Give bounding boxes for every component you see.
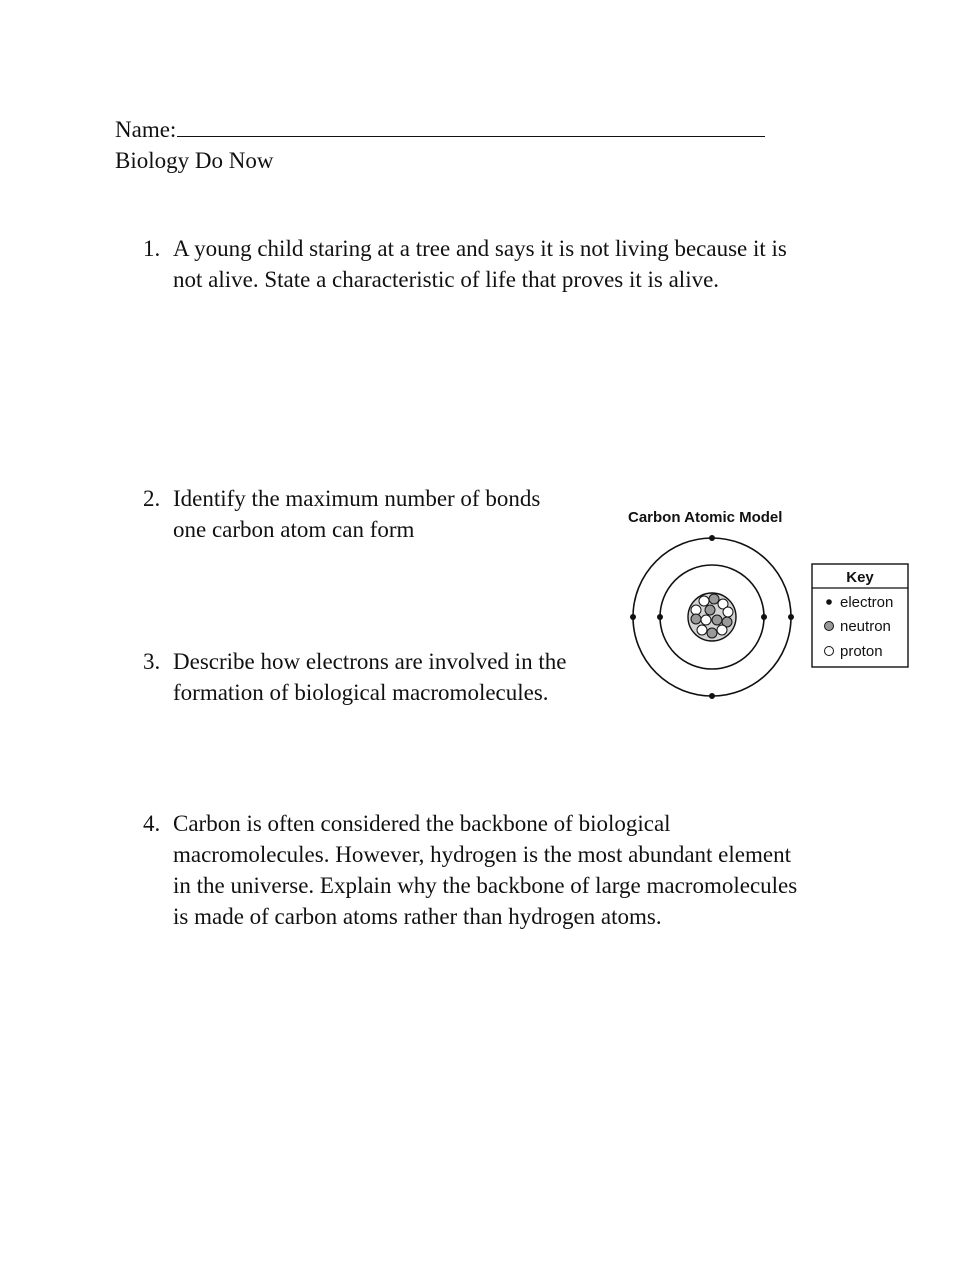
question-text-line: macromolecules. However, hydrogen is the most abundant element bbox=[173, 842, 791, 867]
key-label-electron: electron bbox=[840, 594, 894, 611]
name-blank[interactable] bbox=[177, 116, 765, 137]
electron-dot bbox=[657, 614, 663, 620]
question-text-line: in the universe. Explain why the backbone of large macromolecules bbox=[173, 873, 798, 898]
proton-circle-icon bbox=[825, 647, 834, 656]
question-text-line: Identify the maximum number of bonds bbox=[173, 486, 541, 511]
key-label-neutron: neutron bbox=[840, 618, 891, 635]
neutron-particle bbox=[712, 615, 722, 625]
question-number: 2. bbox=[143, 486, 161, 511]
neutron-particle bbox=[707, 628, 717, 638]
question-text-line: is made of carbon atoms rather than hydrogen atoms. bbox=[173, 904, 662, 929]
question-number: 3. bbox=[143, 649, 161, 674]
question-text-line: formation of biological macromolecules. bbox=[173, 680, 549, 705]
question-text-line: Describe how electrons are involved in the bbox=[173, 649, 567, 674]
neutron-particle bbox=[691, 614, 701, 624]
question-text-line: A young child staring at a tree and says it is not living because it is bbox=[173, 236, 787, 261]
question-number: 1. bbox=[143, 236, 161, 261]
question-text-line: Carbon is often considered the backbone of biological bbox=[173, 811, 671, 836]
proton-particle bbox=[701, 615, 711, 625]
question-text-line: not alive. State a characteristic of life that proves it is alive. bbox=[173, 267, 720, 292]
neutron-circle-icon bbox=[825, 622, 834, 631]
electron-dot bbox=[761, 614, 767, 620]
electron-dot bbox=[788, 614, 794, 620]
electron-dot bbox=[630, 614, 636, 620]
carbon-atomic-model-figure bbox=[620, 500, 920, 710]
question-text-line: one carbon atom can form bbox=[173, 517, 415, 542]
proton-particle bbox=[697, 625, 707, 635]
name-line bbox=[115, 114, 765, 145]
proton-particle bbox=[699, 596, 709, 606]
key-title: Key bbox=[846, 569, 874, 586]
question-number: 4. bbox=[143, 811, 161, 836]
diagram-title: Carbon Atomic Model bbox=[628, 509, 783, 526]
electron-dot bbox=[709, 535, 715, 541]
proton-particle bbox=[723, 607, 733, 617]
neutron-particle bbox=[705, 605, 715, 615]
carbon-atom-svg bbox=[620, 500, 920, 710]
key-label-proton: proton bbox=[840, 643, 883, 660]
neutron-particle bbox=[709, 594, 719, 604]
name-label: Name: bbox=[115, 117, 177, 142]
electron-dot bbox=[709, 693, 715, 699]
proton-particle bbox=[717, 625, 727, 635]
diagram-key bbox=[812, 564, 908, 667]
page-title: Biology Do Now bbox=[115, 148, 274, 173]
electron-dot-icon bbox=[826, 599, 832, 605]
